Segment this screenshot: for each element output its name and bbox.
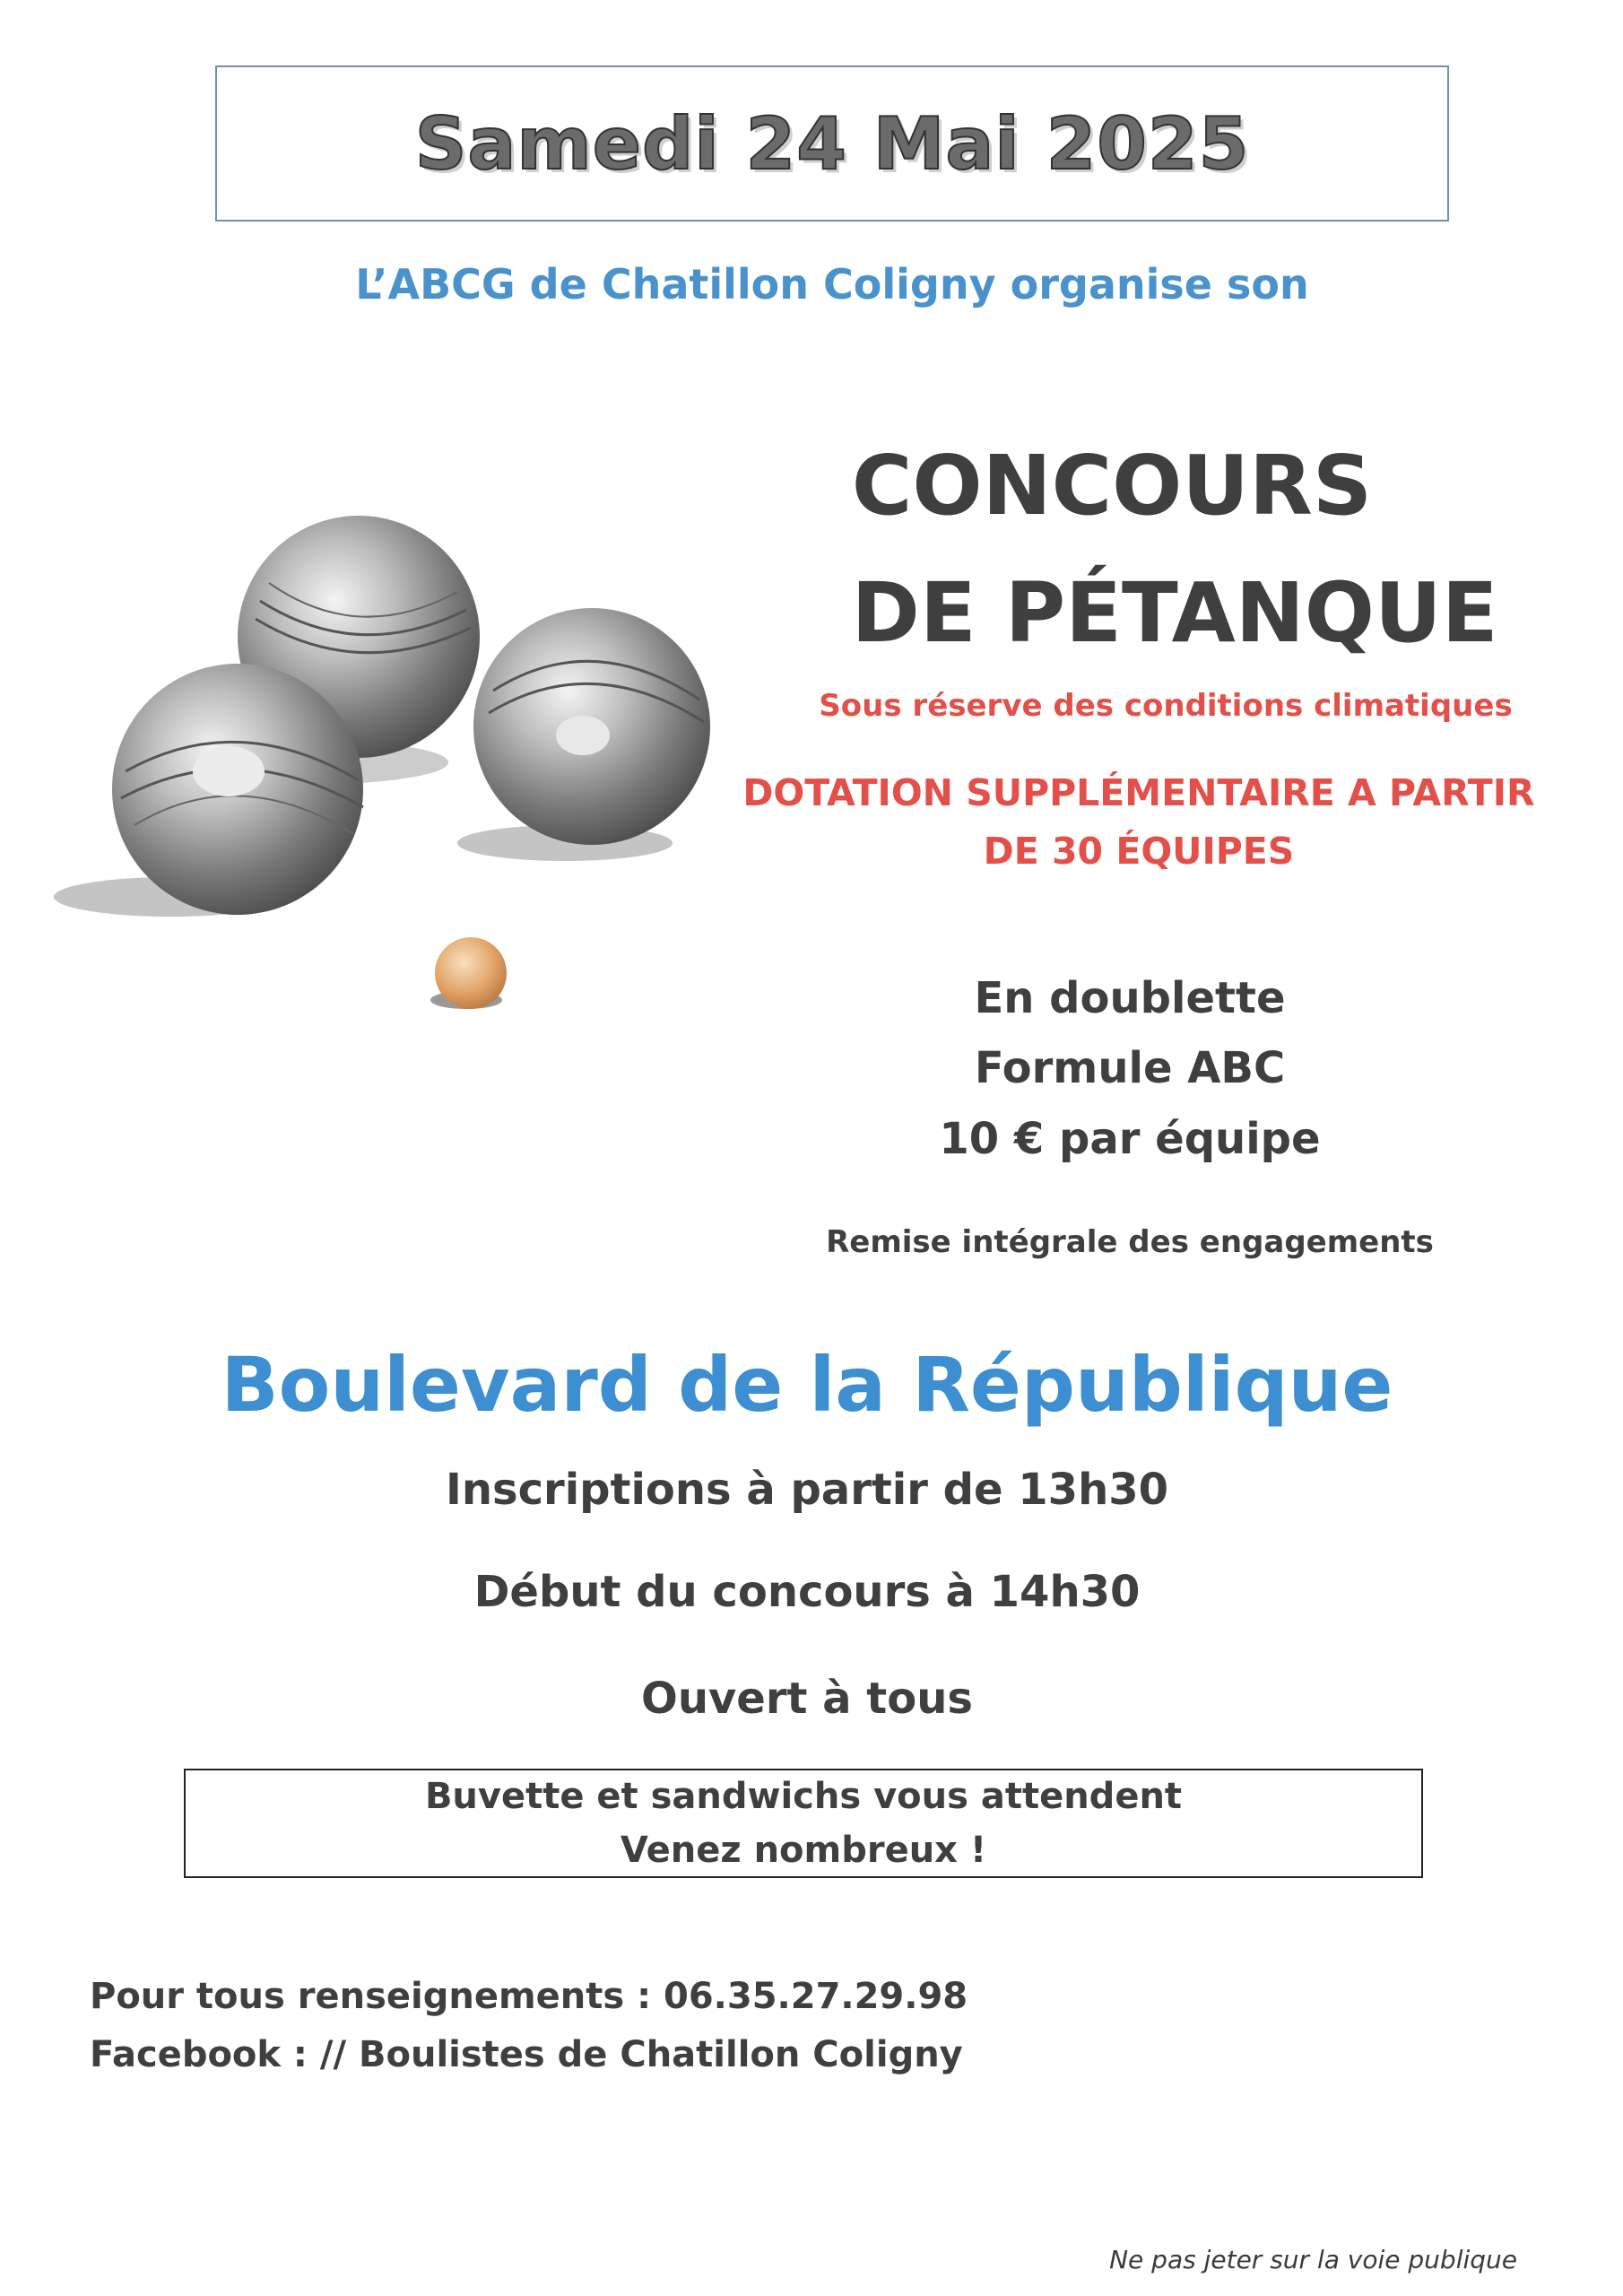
boule-right [473, 608, 710, 845]
formula-abc: Formule ABC [974, 1043, 1286, 1093]
cochonnet-jack [435, 937, 507, 1009]
location-title: Boulevard de la République [221, 1341, 1393, 1429]
event-date: Samedi 24 Mai 2025 [414, 101, 1250, 186]
start-time: Début du concours à 14h30 [473, 1567, 1141, 1617]
refreshments-box [184, 1769, 1423, 1878]
refreshments-line-2: Venez nombreux ! [620, 1830, 987, 1871]
registration-time: Inscriptions à partir de 13h30 [445, 1465, 1169, 1515]
format-doublette: En doublette [974, 973, 1286, 1023]
weather-note: Sous réserve des conditions climatiques [819, 688, 1513, 724]
dotation-line-1: DOTATION SUPPLÉMENTAIRE A PARTIR [742, 771, 1535, 814]
title-petanque: DE PÉTANQUE [851, 565, 1498, 661]
organiser-line: L’ABCG de Chatillon Coligny organise son [355, 260, 1309, 309]
dotation-line-2: DE 30 ÉQUIPES [983, 830, 1295, 873]
open-to-all: Ouvert à tous [641, 1674, 973, 1724]
refund-note: Remise intégrale des engagements [826, 1224, 1434, 1260]
refreshments-line-1: Buvette et sandwichs vous attendent [424, 1776, 1183, 1817]
team-price: 10 € par équipe [939, 1114, 1321, 1164]
date-box [215, 65, 1449, 222]
footer-notice: Ne pas jeter sur la voie publique [1109, 2245, 1517, 2274]
contact-facebook: Facebook : // Boulistes de Chatillon Coligny [90, 2034, 963, 2075]
title-concours: CONCOURS [851, 438, 1373, 534]
boule-front [112, 664, 363, 915]
contact-phone: Pour tous renseignements : 06.35.27.29.98 [90, 1976, 968, 2017]
petanque-boules-illustration [36, 502, 735, 1040]
